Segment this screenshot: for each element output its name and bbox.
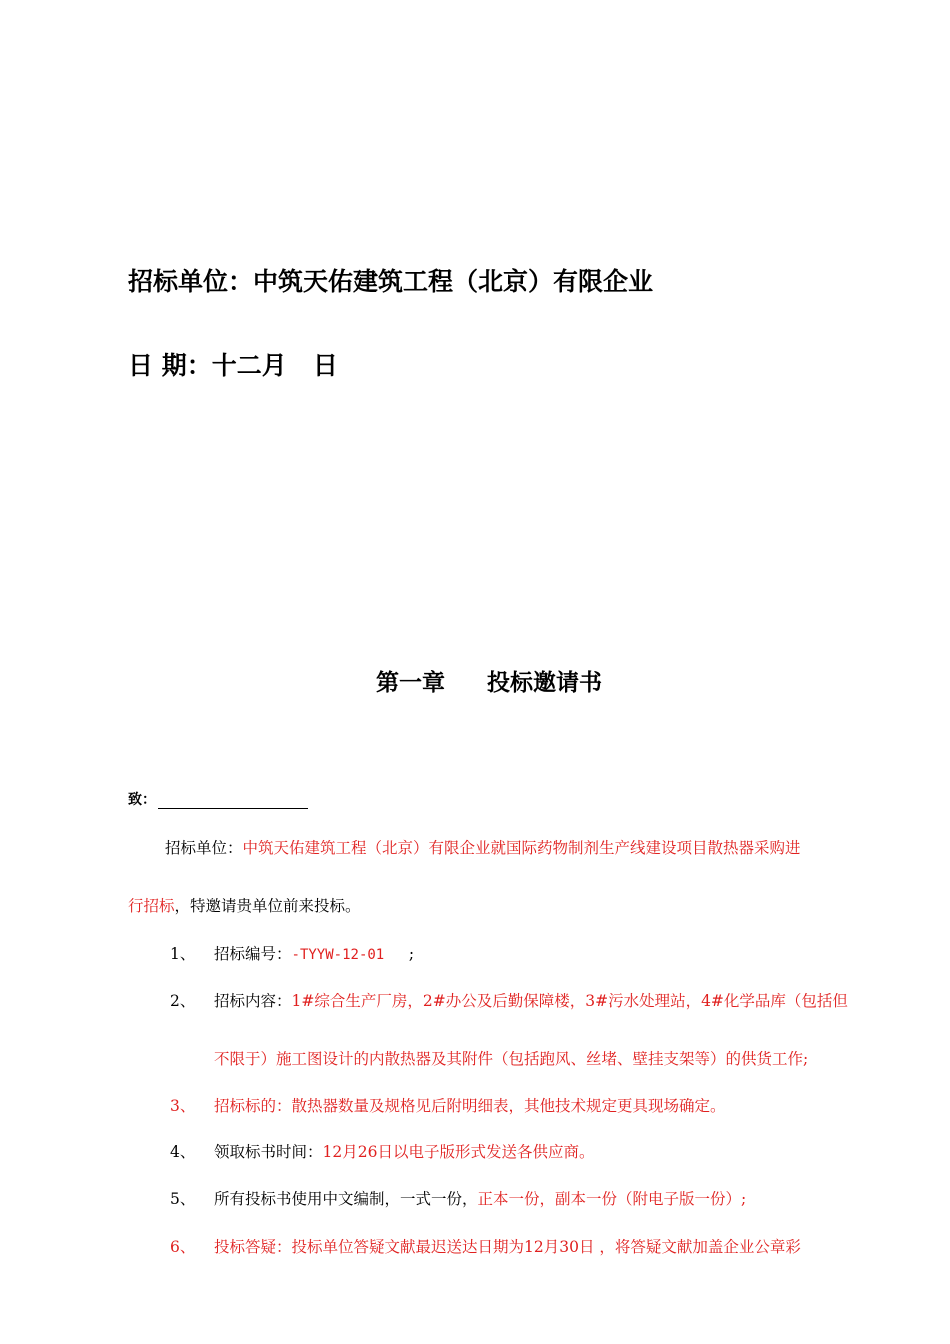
addressee-line [128,789,308,809]
tender-unit-label: 招标单位： [128,267,254,296]
item-value: -TYYW-12-01 [291,947,385,963]
item-number: 3、 [170,1097,196,1115]
item-label: 所有投标书使用中文编制，一式一份， [214,1190,478,1208]
list-item [170,1235,801,1257]
item-label: 招标编号： [214,945,292,963]
item-label: 招标内容： [214,992,292,1010]
intro-line-1 [165,836,801,858]
item-value: 散热器数量及规格见后附明细表，其他技术规定更具现场确定。 [291,1097,726,1115]
item-number: 5、 [170,1190,196,1208]
chapter-number: 第一章 [376,670,445,696]
item-number: 2、 [170,992,196,1010]
date-value: 十二月 日 [211,351,338,380]
list-item [170,1094,726,1116]
item-label: 投标答疑： [214,1238,292,1256]
list-item-continuation: 不限于）施工图设计的内散热器及其附件（包括跑风、丝堵、壁挂支架等）的供货工作; [214,1050,809,1068]
intro-line-2 [128,894,361,916]
item-value: 正本一份，副本一份（附电子版一份）; [477,1190,747,1208]
item-number: 6、 [170,1238,196,1256]
item-number: 1、 [170,945,196,963]
to-label: 致： [128,792,156,808]
date-line [128,346,338,382]
date-label: 日 期： [128,351,212,380]
chapter-heading [376,664,602,697]
tender-unit-name: 中筑天佑建筑工程（北京）有限企业 [253,267,654,296]
item-number: 4、 [170,1143,196,1161]
tender-unit-line [128,262,653,298]
item-label: 领取标书时间： [214,1143,323,1161]
item-tail: ; [384,945,415,963]
item-value: 投标单位答疑文献最迟送达日期为12月30日 ，将答疑文献加盖企业公章彩 [291,1238,801,1256]
addressee-blank [158,792,308,809]
intro-red-2: 行招标 [128,897,175,915]
list-item [170,1140,594,1162]
item-value: 12月26日以电子版形式发送各供应商。 [322,1143,595,1161]
intro-end: ，特邀请贵单位前来投标。 [174,897,361,915]
chapter-title: 投标邀请书 [487,670,602,696]
intro-label: 招标单位： [165,839,243,857]
list-item [170,989,848,1011]
list-item [170,1187,746,1209]
item-value: 1#综合生产厂房，2#办公及后勤保障楼，3#污水处理站，4#化学品库（包括但 [291,992,848,1010]
intro-red-1: 中筑天佑建筑工程（北京）有限企业就国际药物制剂生产线建设项目散热器采购进 [242,839,801,857]
list-item [170,942,414,964]
item-label: 招标标的： [214,1097,292,1115]
